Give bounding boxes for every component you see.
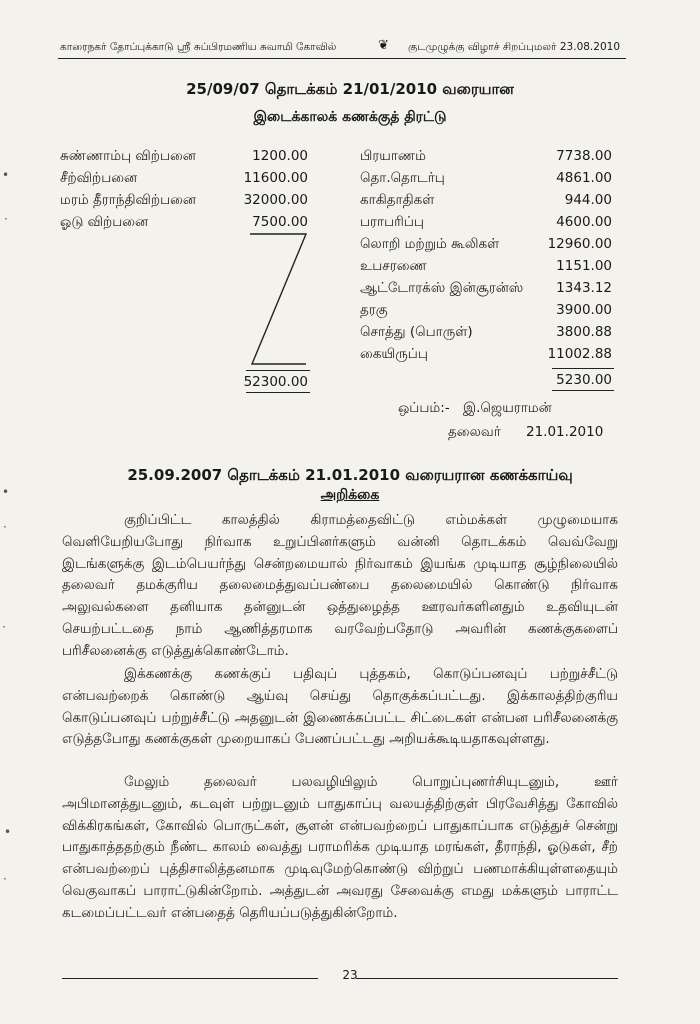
expense-row xyxy=(360,168,612,188)
income-amount: 32000.00 xyxy=(243,192,308,208)
expense-label: உபசரணை xyxy=(360,258,427,274)
expense-amount: 4600.00 xyxy=(556,214,612,230)
income-total: 52300.00 xyxy=(243,374,308,390)
expense-label: லொறி மற்றும் கூலிகள் xyxy=(360,236,500,252)
flower-ornament-icon: ❦ xyxy=(378,38,389,53)
expense-label: கையிருப்பு xyxy=(360,346,428,362)
expense-label: தொ.தொடர்பு xyxy=(360,170,445,186)
report-title: 25.09.2007 தொடக்கம் 21.01.2010 வரையரான கணக்காய்வு xyxy=(127,466,573,484)
expense-label: காகிதாதிகள் xyxy=(360,192,435,208)
expense-label: சொத்து (பொருள்) xyxy=(360,324,473,340)
signatory-name: இ.ஜெயராமன் xyxy=(463,400,552,416)
expense-row xyxy=(360,344,612,364)
expense-amount: 1151.00 xyxy=(556,258,612,274)
expense-amount: 12960.00 xyxy=(547,236,612,252)
income-row xyxy=(60,168,308,188)
signed-label: ஒப்பம்:- xyxy=(398,400,450,416)
expense-amount: 7738.00 xyxy=(556,148,612,164)
income-amount: 11600.00 xyxy=(243,170,308,186)
expense-label: பராபரிப்பு xyxy=(360,214,424,230)
expense-amount: 944.00 xyxy=(564,192,612,208)
report-paragraph: குறிப்பிட்ட காலத்தில் கிராமத்தைவிட்டு எம்மக்கள் முழுமையாக வெளியேறியபோது நிர்வாக உறுப்பினர்களும் வன்னி தொடக்கம் வெவ்வேறு இடங்களுக்கு இடம்பெயர்ந்து சென்றமையால் நிர்வாகம் இயங்க முடியாத சூழ்நிலையில் தலைவர் தமக்குரிய தலைமைத்துவப்பண்பை தலைமையில் கொண்டு நிர்வாக அலுவல்களை தனியாக தன்னுடன் ஒத்துழைத்த ஊரவர்களினதும் உதவியுடன் செயற்பட்டதை நாம் ஆணித்தரமாக வரவேற்பதோடு அவரின் கணக்குகளைப் பரிசீலனைக்கு எடுத்துக்கொண்டோம். xyxy=(62,512,618,659)
income-label: மரம் தீராந்திவிற்பனை xyxy=(60,192,196,208)
z-closing-mark xyxy=(248,222,312,370)
signature-date: 21.01.2010 xyxy=(526,424,604,440)
report-subtitle: அறிக்கை xyxy=(320,487,380,503)
scan-speck: • xyxy=(2,485,10,499)
expense-amount: 1343.12 xyxy=(556,280,612,296)
report-paragraph: மேலும் தலைவர் பலவழியிலும் பொறுப்புணர்சியுடனும், ஊர் அபிமானத்துடனும், கடவுள் பற்றுடனும் பாதுகாப்பு வலயத்திற்குள் பிரவேசித்து கோவில் விக்கிரகங்கள், கோவில் பொருட்கள், சூளன் என்பவற்றைப் பாதுகாப்பாக எடுத்துச் சென்று பாதுகாத்ததற்கும் நீண்ட காலம் வைத்து பராமரிக்க முடியாத மரங்கள், தீராந்தி, ஓடுகள், சீற் என்பவற்றைப் புத்திசாலித்தனமாக முடிவுமேற்கொண்டு விற்றுப் பணமாக்கியுள்ளதையும் வெகுவாகப் பாராட்டுகின்றோம். அத்துடன் அவரது சேவைக்கு எமது மக்களும் பாராட்ட கடமைப்பட்டவர் என்பதைத் தெரியப்படுத்துகின்றோம். xyxy=(62,774,618,921)
scan-speck: · xyxy=(3,872,7,886)
expense-label: பிரயாணம் xyxy=(360,148,426,164)
income-label: சீற்விற்பனை xyxy=(60,170,138,186)
header-temple-name: காரைநகர் தோப்புக்காடு ஸ்ரீ சுப்பிரமணிய சுவாமி கோவில் xyxy=(60,41,337,53)
footer-rule-right xyxy=(356,978,618,979)
expense-amount: 3800.88 xyxy=(556,324,612,340)
scan-speck: • xyxy=(2,168,10,182)
expense-amount: 3900.00 xyxy=(556,302,612,318)
expense-amount: 4861.00 xyxy=(556,170,612,186)
scan-speck: · xyxy=(4,212,8,226)
income-total-row xyxy=(200,372,308,392)
income-total-rule xyxy=(246,370,310,371)
expense-row xyxy=(360,234,612,254)
expense-row xyxy=(360,212,612,232)
expense-row xyxy=(360,190,612,210)
expense-label: ஆட்டோரக்ஸ் இன்சூரன்ஸ் xyxy=(360,280,524,296)
expense-total: 5230.00 xyxy=(556,372,612,388)
header-rule xyxy=(58,58,626,59)
income-row xyxy=(60,190,308,210)
signatory-designation: தலைவர் xyxy=(448,424,501,440)
statement-title: 25/09/07 தொடக்கம் 21/01/2010 வரையான xyxy=(186,80,514,98)
income-label: ஓடு விற்பனை xyxy=(60,214,149,230)
scan-speck: · xyxy=(3,520,7,534)
income-amount: 7500.00 xyxy=(252,214,308,230)
expense-total-underline xyxy=(552,390,614,391)
scan-speck: • xyxy=(4,825,12,839)
expense-label: தரகு xyxy=(360,302,388,318)
income-total-underline xyxy=(246,392,310,393)
income-label: சுண்ணாம்பு விற்பனை xyxy=(60,148,196,164)
expense-row xyxy=(360,278,612,298)
expense-row xyxy=(360,322,612,342)
income-amount: 1200.00 xyxy=(252,148,308,164)
header-souvenir-title: குடமுழுக்கு விழாச் சிறப்புமலர் 23.08.2010 xyxy=(408,41,620,53)
running-header xyxy=(60,38,620,58)
expense-amount: 11002.88 xyxy=(547,346,612,362)
expense-total-rule xyxy=(552,368,614,369)
report-paragraph: இக்கணக்கு கணக்குப் பதிவுப் புத்தகம், கொடுப்பனவுப் பற்றுச்சீட்டு என்பவற்றைக் கொண்டு ஆய்வு செய்து தொகுக்கப்பட்டது. இக்காலத்திற்குரிய கொடுப்பனவுப் பற்றுச்சீட்டு அதனுடன் இணைக்கப்பட்ட சிட்டைகள் என்பன பரிசீலனைக்கு எடுத்தபோது கணக்குகள் முறையாகப் பேணப்பட்டது அறியக்கூடியதாகவுள்ளது. xyxy=(62,666,618,748)
expense-row xyxy=(360,300,612,320)
page-number: 23 xyxy=(342,968,358,982)
scan-speck: · xyxy=(2,620,6,634)
statement-subtitle: இடைக்காலக் கணக்குத் திரட்டு xyxy=(253,109,447,125)
expense-row xyxy=(360,146,612,166)
expense-row xyxy=(360,256,612,276)
expense-total-row xyxy=(500,370,612,390)
income-row xyxy=(60,146,308,166)
